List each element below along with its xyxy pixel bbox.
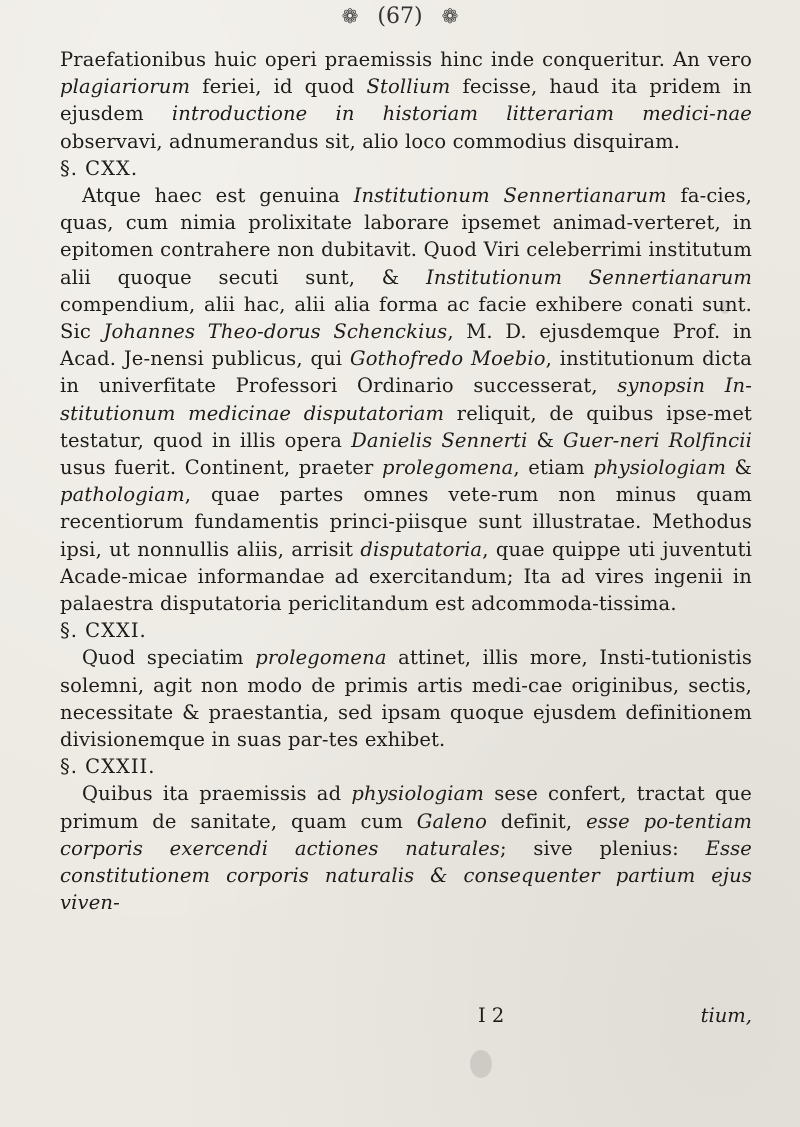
text-run: Quod speciatim xyxy=(82,646,256,670)
text-run: sese confert, tractat que primum de sanitate, quam cum xyxy=(60,782,752,833)
italic-run: plagiariorum xyxy=(60,75,191,99)
text-run: observavi, adnumerandus sit, alio loco commodius disquiram. xyxy=(60,129,681,153)
ink-blot xyxy=(470,1050,492,1078)
italic-run: introductione in historiam litterariam medici-nae xyxy=(171,102,752,126)
text-run: reliquit, de quibus ipse-met testatur, quod in illis opera xyxy=(60,401,752,452)
text-run: Quibus ita praemissis ad xyxy=(82,782,352,806)
paragraph-120 xyxy=(60,182,752,617)
page-number: (67) xyxy=(377,4,423,29)
text-run: & xyxy=(725,456,753,480)
body-text xyxy=(60,46,752,917)
signature-mark: I 2 xyxy=(478,1004,505,1027)
section-heading-120: §. CXX. xyxy=(60,156,139,180)
paragraph-121 xyxy=(60,644,752,753)
italic-run: physiologiam xyxy=(593,456,726,480)
text-run: feriei, id quod xyxy=(190,75,367,99)
italic-run: disputatoria xyxy=(360,537,483,561)
text-run: definit, xyxy=(486,809,587,833)
italic-run: Institutionum Sennertianarum xyxy=(353,184,667,208)
ornament-right-icon: ❁ xyxy=(441,4,459,28)
text-run: & xyxy=(527,428,563,452)
italic-run: Galeno xyxy=(416,809,487,833)
italic-run: esse po-tentiam corporis exercendi actiones naturales xyxy=(60,809,753,860)
italic-run: Esse constitutionem corporis naturalis & consequenter partium ejus viven- xyxy=(60,836,752,915)
italic-run: Gothofredo Moebio xyxy=(349,347,546,371)
page-footer xyxy=(60,1004,752,1032)
text-run: fecisse, haud ita pridem in ejusdem xyxy=(60,75,752,126)
section-heading-122: §. CXXII. xyxy=(60,755,156,779)
text-run: , quae partes omnes vete-rum non minus quam recentiorum fundamentis princi-piisque sunt illustratae. Methodus ipsi, ut nonnullis aliis, arrisit xyxy=(60,483,752,561)
text-run: , quae quippe uti juventuti Acade-micae informandae ad exercitandum; Ita ad vires ingenii in palaestra disputatoria periclitandum est adcommoda-tissima. xyxy=(60,537,753,616)
text-run: , institutionum dicta in univerfitate Professori Ordinario successerat, xyxy=(60,347,752,398)
text-run: Praefationibus huic operi praemissis hinc inde conqueritur. An vero xyxy=(60,48,752,71)
text-run: , etiam xyxy=(513,456,594,480)
paragraph-122 xyxy=(60,780,752,916)
italic-run: Stollium xyxy=(366,75,451,99)
text-run: , M. D. ejusdemque Prof. in Acad. Je-nensi publicus, qui xyxy=(60,320,752,371)
italic-run: Danielis Sennerti xyxy=(351,428,528,452)
italic-run: synopsin In-stitutionum medicinae disputatoriam xyxy=(60,374,752,425)
paragraph-1 xyxy=(60,46,752,155)
italic-run: prolegomena xyxy=(382,456,514,480)
text-run: ; sive plenius: xyxy=(499,836,706,860)
italic-run: prolegomena xyxy=(255,646,387,670)
italic-run: physiologiam xyxy=(351,782,485,806)
catchword: tium, xyxy=(700,1004,752,1027)
italic-run: pathologiam xyxy=(60,483,185,507)
text-run: attinet, illis more, Insti-tutionistis solemni, agit non modo de primis artis medi-cae originibus, sectis, necessitate & praestantia, sed ipsam quoque ejusdem definitionem divisionemque in suas par-tes exhibet. xyxy=(60,646,753,752)
text-run: Atque haec est genuina xyxy=(82,184,354,208)
running-header xyxy=(0,4,800,29)
italic-run: Johannes Theo-dorus Schenckius xyxy=(103,320,448,344)
italic-run: Guer-neri Rolfincii xyxy=(562,428,752,452)
text-run: fa-cies, quas, cum nimia prolixitate laborare ipsemet animad-verteret, in epitomen contrahere non dubitavit. Quod Viri celeberrimi institutum alii quoque secuti sunt, & xyxy=(60,184,752,289)
section-heading-121: §. CXXI. xyxy=(60,619,147,643)
italic-run: Institutionum Sennertianarum xyxy=(425,265,752,289)
text-run: usus fuerit. Continent, praeter xyxy=(60,456,382,480)
ornament-left-icon: ❁ xyxy=(341,4,359,28)
text-run: compendium, alii hac, alii alia forma ac facie exhibere conati sunt. Sic xyxy=(60,292,752,344)
